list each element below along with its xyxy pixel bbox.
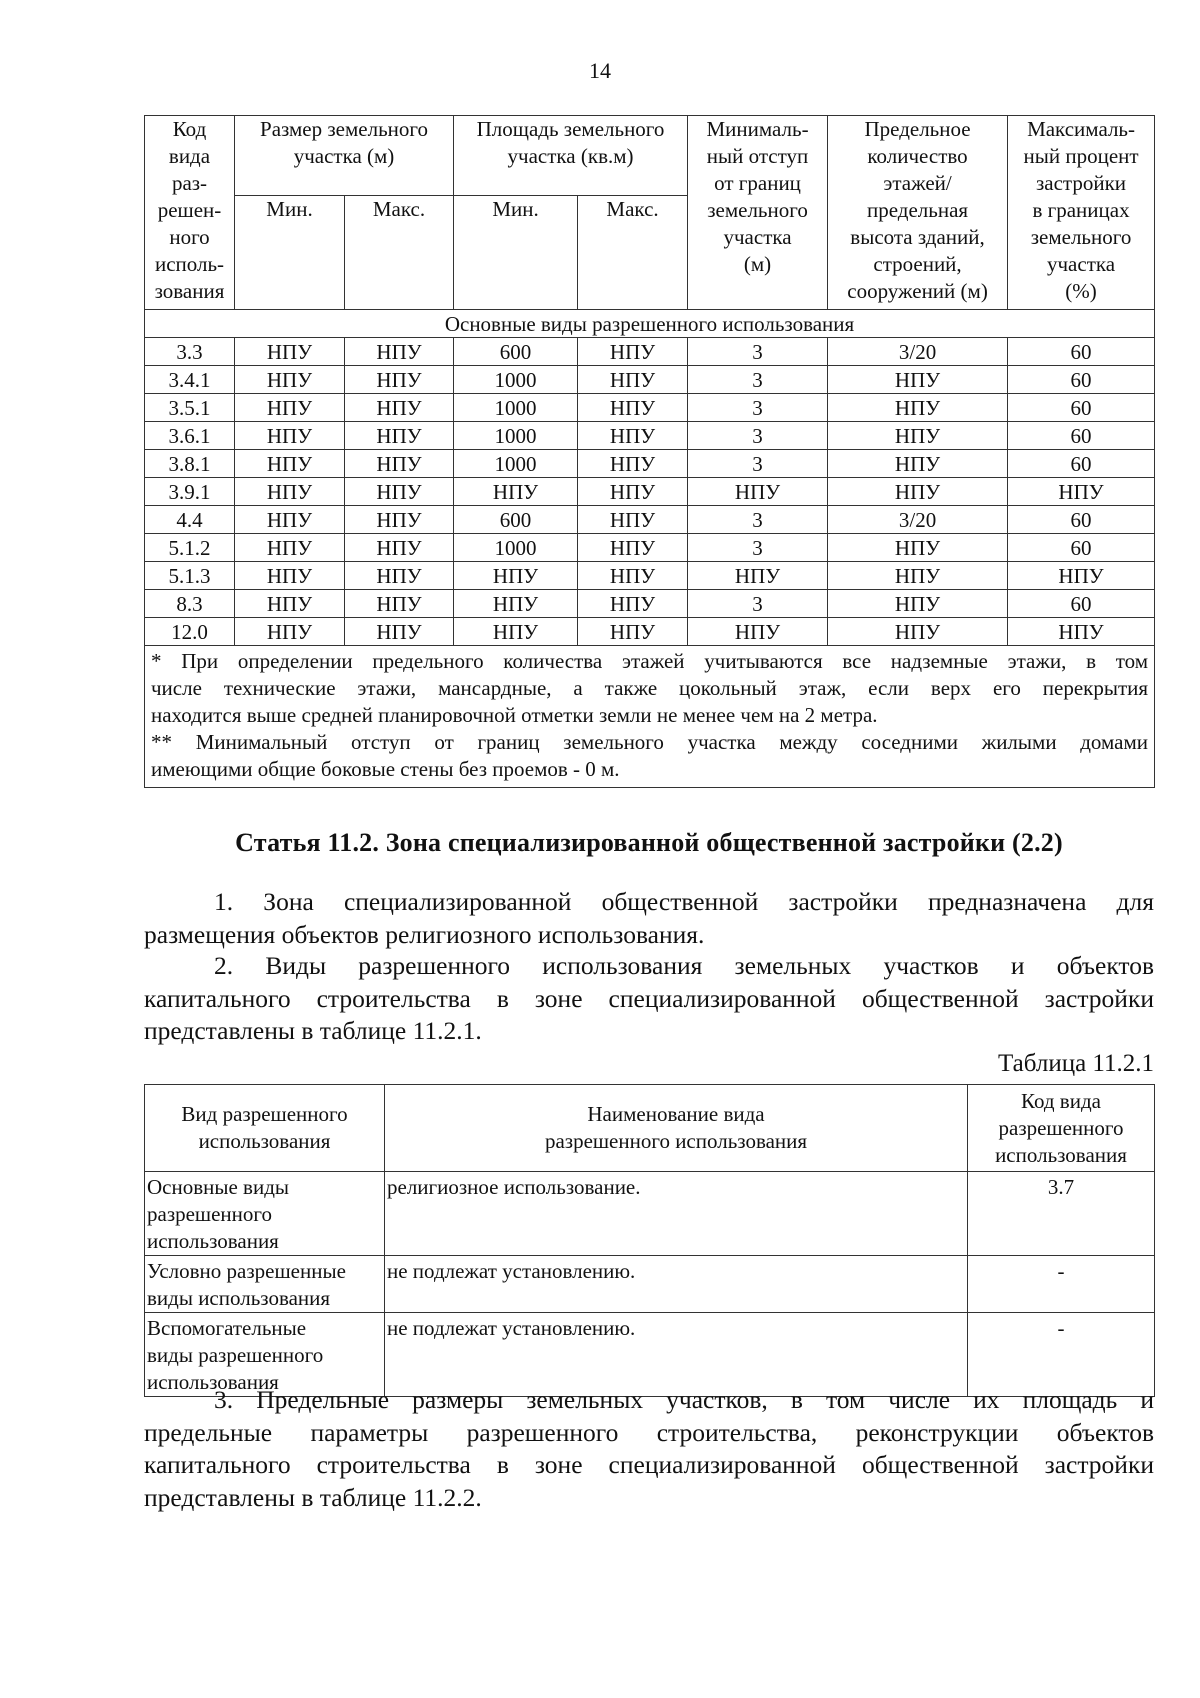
table-cell: НПУ — [345, 478, 454, 506]
table-cell: 1000 — [454, 534, 578, 562]
table-cell: НПУ — [345, 618, 454, 646]
table-cell: НПУ — [235, 618, 345, 646]
note-line: ** Минимальный отступ от границ земельного участка между соседними жилыми домами — [151, 730, 1149, 754]
table-cell: 3 — [688, 338, 828, 366]
table-cell: НПУ — [578, 366, 688, 394]
table-cell: 3.9.1 — [145, 478, 235, 506]
table-cell: 5.1.3 — [145, 562, 235, 590]
note-line: числе технические этажи, мансардные, а также цокольный этаж, если верх его перекрытия — [151, 676, 1149, 700]
header-setback: Минималь- ный отступ от границ земельного участка (м) — [688, 116, 828, 310]
table-row — [145, 590, 1155, 618]
table-cell: НПУ — [828, 590, 1008, 618]
table-cell: НПУ — [578, 478, 688, 506]
use-kind-cell: Основные виды разрешенного использования — [145, 1172, 385, 1256]
table-cell: 60 — [1008, 394, 1155, 422]
table-cell: НПУ — [688, 478, 828, 506]
use-code-cell: - — [968, 1313, 1155, 1397]
table-cell: 60 — [1008, 338, 1155, 366]
use-name-cell: не подлежат установлению. — [385, 1313, 968, 1397]
table-row — [145, 450, 1155, 478]
table-cell: НПУ — [345, 534, 454, 562]
table-cell: НПУ — [345, 450, 454, 478]
table-cell: НПУ — [345, 338, 454, 366]
header-use-code: Код вида разрешенного использования — [968, 1085, 1155, 1172]
paragraph-line: 2. Виды разрешенного использования земельных участков и объектов — [214, 951, 1154, 980]
table-cell: 3.8.1 — [145, 450, 235, 478]
table-cell: НПУ — [235, 478, 345, 506]
table-cell: НПУ — [578, 590, 688, 618]
paragraph-line: предельные параметры разрешенного строительства, реконструкции объектов — [144, 1417, 1154, 1447]
table-cell: 3 — [688, 394, 828, 422]
table-cell: 3.5.1 — [145, 394, 235, 422]
header-size-min: Мин. — [235, 196, 345, 310]
table-cell: НПУ — [578, 338, 688, 366]
use-code-cell: 3.7 — [968, 1172, 1155, 1256]
table-cell: НПУ — [688, 618, 828, 646]
table-cell: 3 — [688, 590, 828, 618]
header-kind: Вид разрешенного использования — [145, 1085, 385, 1172]
table-cell: НПУ — [828, 478, 1008, 506]
table-cell: НПУ — [345, 562, 454, 590]
table-cell: НПУ — [235, 450, 345, 478]
paragraph-line: 1. Зона специализированной общественной застройки предназначена для — [214, 887, 1154, 916]
table-cell: 3 — [688, 506, 828, 534]
table-row — [145, 534, 1155, 562]
table-cell: НПУ — [454, 562, 578, 590]
note-line: * При определении предельного количества этажей учитываются все надземные этажи, в том — [151, 649, 1149, 673]
table-cell: НПУ — [828, 534, 1008, 562]
header-area-min: Мин. — [454, 196, 578, 310]
header-size-group: Размер земельного участка (м) — [235, 116, 454, 196]
table-row — [145, 1256, 1155, 1313]
paragraph-2 — [144, 950, 1154, 1048]
table-cell: 8.3 — [145, 590, 235, 618]
table-cell: 60 — [1008, 590, 1155, 618]
table-cell: 600 — [454, 338, 578, 366]
paragraph-line: представлены в таблице 11.2.2. — [144, 1482, 482, 1512]
table-cell: 3 — [688, 366, 828, 394]
table-cell: 1000 — [454, 394, 578, 422]
table-cell: НПУ — [578, 534, 688, 562]
table-cell: НПУ — [235, 366, 345, 394]
table-row — [145, 506, 1155, 534]
table-cell: 1000 — [454, 366, 578, 394]
table-cell: 3.4.1 — [145, 366, 235, 394]
table-row — [145, 394, 1155, 422]
table-cell: НПУ — [235, 562, 345, 590]
table-cell: НПУ — [345, 394, 454, 422]
paragraph-line: капитального строительства в зоне специализированной общественной застройки — [144, 983, 1154, 1013]
table-cell: НПУ — [345, 506, 454, 534]
table2-caption: Таблица 11.2.1 — [998, 1050, 1154, 1077]
table-cell: 1000 — [454, 450, 578, 478]
table-cell: НПУ — [578, 506, 688, 534]
page-number: 14 — [589, 58, 611, 83]
table-cell: 3 — [688, 534, 828, 562]
paragraph-line: 3. Предельные размеры земельных участков, в том числе их площадь и — [214, 1385, 1154, 1414]
table-cell: 3 — [688, 450, 828, 478]
table-cell: 1000 — [454, 422, 578, 450]
table-cell: НПУ — [688, 562, 828, 590]
table-cell: 12.0 — [145, 618, 235, 646]
table-cell: НПУ — [828, 394, 1008, 422]
use-code-cell: - — [968, 1256, 1155, 1313]
table-cell: НПУ — [345, 422, 454, 450]
paragraph-1 — [144, 886, 1154, 951]
table-row — [145, 478, 1155, 506]
table-cell: 4.4 — [145, 506, 235, 534]
table-cell: 60 — [1008, 506, 1155, 534]
header-name: Наименование вида разрешенного использования — [385, 1085, 968, 1172]
header-floors: Предельное количество этажей/ предельная высота зданий, строений, сооружений (м) — [828, 116, 1008, 310]
table-cell: НПУ — [578, 422, 688, 450]
table-cell: 60 — [1008, 450, 1155, 478]
table-row — [145, 338, 1155, 366]
table-cell: НПУ — [1008, 618, 1155, 646]
use-name-cell: религиозное использование. — [385, 1172, 968, 1256]
table-cell: НПУ — [235, 338, 345, 366]
paragraph-3 — [144, 1384, 1154, 1514]
table-cell: НПУ — [235, 422, 345, 450]
paragraph-line: представлены в таблице 11.2.1. — [144, 1016, 482, 1045]
article-heading: Статья 11.2. Зона специализированной общественной застройки (2.2) — [235, 828, 1063, 857]
table-cell: 3/20 — [828, 338, 1008, 366]
table-cell: НПУ — [828, 450, 1008, 478]
table-cell: НПУ — [578, 618, 688, 646]
table-cell: НПУ — [828, 422, 1008, 450]
table-cell: 3.6.1 — [145, 422, 235, 450]
table-cell: НПУ — [235, 590, 345, 618]
table-cell: 3.3 — [145, 338, 235, 366]
table-cell: НПУ — [578, 450, 688, 478]
table-cell: НПУ — [235, 506, 345, 534]
table-row — [145, 1172, 1155, 1256]
table-cell: НПУ — [345, 366, 454, 394]
table-cell: НПУ — [454, 618, 578, 646]
use-name-cell: не подлежат установлению. — [385, 1256, 968, 1313]
header-area-max: Макс. — [578, 196, 688, 310]
header-size-max: Макс. — [345, 196, 454, 310]
table-cell: 3/20 — [828, 506, 1008, 534]
table-notes — [145, 646, 1155, 788]
table-row — [145, 422, 1155, 450]
header-code: Код вида раз- решен- ного исполь- зования — [145, 116, 235, 310]
paragraph-line: капитального строительства в зоне специализированной общественной застройки — [144, 1450, 1154, 1479]
table-cell: НПУ — [578, 562, 688, 590]
header-area-group: Площадь земельного участка (кв.м) — [454, 116, 688, 196]
table-cell: 60 — [1008, 366, 1155, 394]
table-cell: НПУ — [578, 394, 688, 422]
table-cell: 600 — [454, 506, 578, 534]
paragraph-line: размещения объектов религиозного использования. — [144, 919, 705, 949]
table-cell: НПУ — [235, 534, 345, 562]
table-cell: 60 — [1008, 534, 1155, 562]
table-row — [145, 562, 1155, 590]
table-row — [145, 366, 1155, 394]
table-cell: НПУ — [828, 562, 1008, 590]
use-kind-cell: Условно разрешенные виды использования — [145, 1256, 385, 1313]
land-parameters-table — [144, 115, 1155, 788]
note-line: имеющими общие боковые стены без проемов - 0 м. — [151, 757, 620, 781]
table-cell: НПУ — [1008, 478, 1155, 506]
table-row — [145, 618, 1155, 646]
permitted-use-table — [144, 1084, 1155, 1397]
table-cell: НПУ — [828, 366, 1008, 394]
table-cell: НПУ — [454, 478, 578, 506]
table-cell: НПУ — [454, 590, 578, 618]
section-title: Основные виды разрешенного использования — [145, 310, 1155, 338]
table-cell: 3 — [688, 422, 828, 450]
table-cell: 5.1.2 — [145, 534, 235, 562]
table-cell: НПУ — [1008, 562, 1155, 590]
note-line: находится выше средней планировочной отметки земли не менее чем на 2 метра. — [151, 703, 878, 727]
table-cell: НПУ — [828, 618, 1008, 646]
table-cell: НПУ — [345, 590, 454, 618]
header-coverage: Максималь- ный процент застройки в границах земельного участка (%) — [1008, 116, 1155, 310]
table-cell: 60 — [1008, 422, 1155, 450]
use-kind-cell: Вспомогательные виды разрешенного использования — [145, 1313, 385, 1397]
table-cell: НПУ — [235, 394, 345, 422]
